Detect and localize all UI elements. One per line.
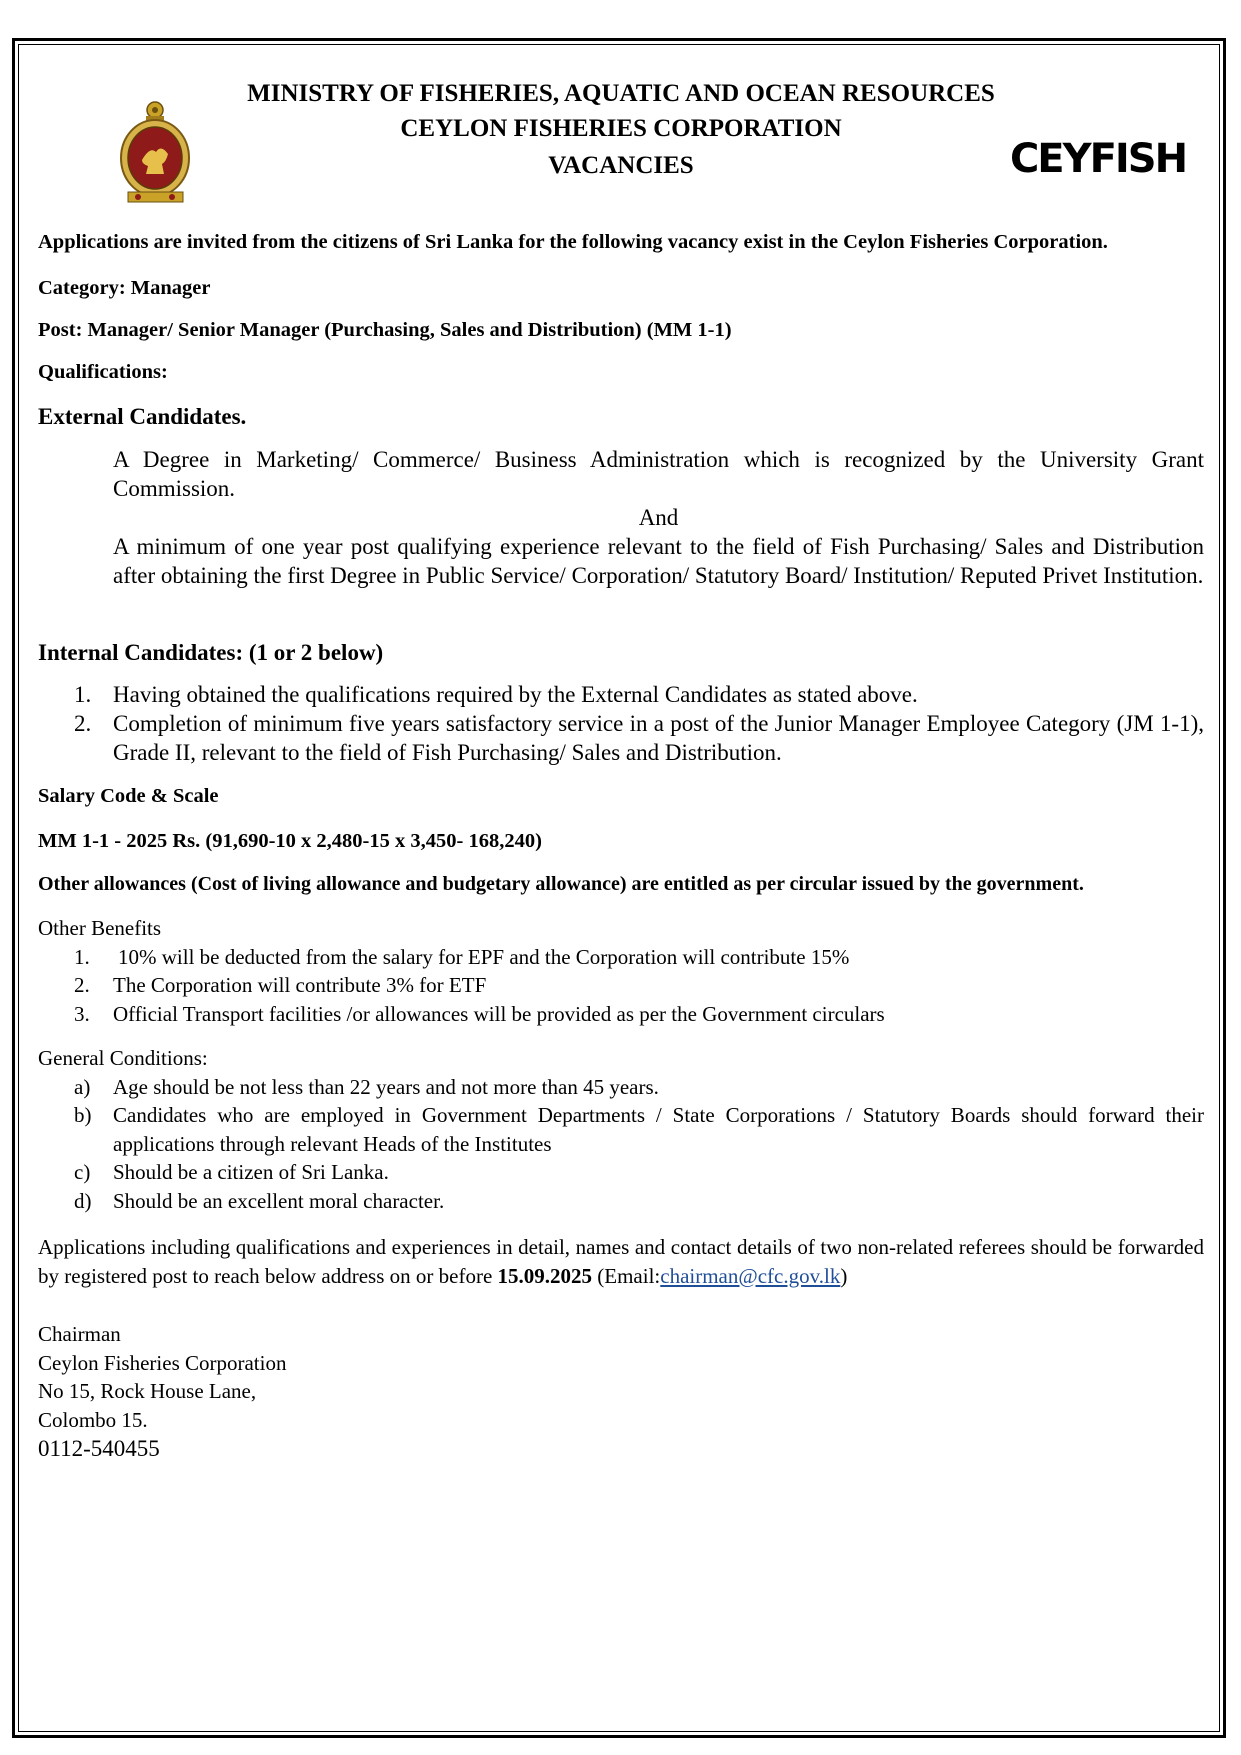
document-body	[38, 80, 1204, 1463]
address-line: Colombo 15.	[38, 1407, 148, 1432]
internal-candidates-list	[38, 680, 1204, 767]
header	[38, 80, 1204, 215]
closing-paragraph: Applications including qualifications and experiences in detail, names and contact details of two non-related referees should be forwarded by registered post to reach below address on or before 15.09.2025 (Email:chairman@cfc.gov.lk)	[38, 1235, 1204, 1288]
list-item: 3. Official Transport facilities /or allowances will be provided as per the Government circulars	[74, 1001, 885, 1026]
external-qualification-experience: A minimum of one year post qualifying experience relevant to the field of Fish Purchasing/ Sales and Distribution after obtaining the first Degree in Public Service/ Corporation/ Statutory Board/ Institution/ Reputed Privet Institution.	[113, 534, 1204, 588]
intro-paragraph: Applications are invited from the citizens of Sri Lanka for the following vacancy exist in the Ceylon Fisheries Corporation.	[38, 231, 1108, 253]
allowances-note: Other allowances (Cost of living allowance and budgetary allowance) are entitled as per circular issued by the government.	[38, 873, 1084, 895]
category-line: Category: Manager	[38, 277, 211, 299]
list-item: 1. 10% will be deducted from the salary for EPF and the Corporation will contribute 15%	[74, 944, 850, 969]
logo-text: CEYFISH	[1009, 136, 1187, 182]
list-item: c) Should be a citizen of Sri Lanka.	[74, 1160, 389, 1184]
phone-number: 0112-540455	[38, 1436, 160, 1461]
list-item: a) Age should be not less than 22 years and not more than 45 years.	[74, 1074, 659, 1099]
external-candidates-heading: External Candidates.	[38, 404, 247, 429]
corporation-title: CEYLON FISHERIES CORPORATION	[400, 115, 842, 142]
address-line: Chairman	[38, 1322, 121, 1346]
general-conditions-list	[38, 1073, 1204, 1216]
address-line: No 15, Rock House Lane,	[38, 1379, 257, 1403]
vacancies-title: VACANCIES	[548, 152, 694, 179]
list-item: 2. The Corporation will contribute 3% for ETF	[74, 973, 487, 997]
email-link[interactable]: chairman@cfc.gov.lk	[660, 1263, 841, 1288]
list-item: b) Candidates who are employed in Government Departments / State Corporations / Statutory Boards should forward their applications through relevant Heads of the Institutes	[74, 1103, 1204, 1156]
general-conditions-heading: General Conditions:	[38, 1046, 208, 1070]
address-line: Ceylon Fisheries Corporation	[38, 1350, 287, 1375]
list-item: 1. Having obtained the qualifications required by the External Candidates as stated above.	[74, 682, 918, 707]
external-candidates-block	[38, 445, 1204, 590]
address-block	[38, 1320, 1204, 1463]
deadline-date: 15.09.2025	[497, 1263, 593, 1288]
list-item: d) Should be an excellent moral character.	[74, 1188, 445, 1213]
ministry-title: MINISTRY OF FISHERIES, AQUATIC AND OCEAN RESOURCES	[247, 80, 995, 107]
post-line: Post: Manager/ Senior Manager (Purchasing, Sales and Distribution) (MM 1-1)	[38, 319, 732, 341]
qualifications-label: Qualifications:	[38, 361, 168, 383]
other-benefits-heading: Other Benefits	[38, 916, 162, 940]
other-benefits-list	[38, 943, 1204, 1029]
external-qualification-degree: A Degree in Marketing/ Commerce/ Business Administration which is recognized by the University Grant Commission.	[113, 447, 1204, 501]
internal-candidates-heading: Internal Candidates: (1 or 2 below)	[38, 640, 384, 665]
salary-label: Salary Code & Scale	[38, 785, 219, 807]
ceyfish-logo	[1009, 132, 1187, 182]
and-connector: And	[638, 505, 679, 530]
salary-scale: MM 1-1 - 2025 Rs. (91,690-10 x 2,480-15 x 3,450- 168,240)	[38, 830, 542, 852]
list-item: 2. Completion of minimum five years satisfactory service in a post of the Junior Manager Employee Category (JM 1-1), Grade II, relevant to the field of Fish Purchasing/ Sales and Distribution.	[74, 711, 1204, 765]
